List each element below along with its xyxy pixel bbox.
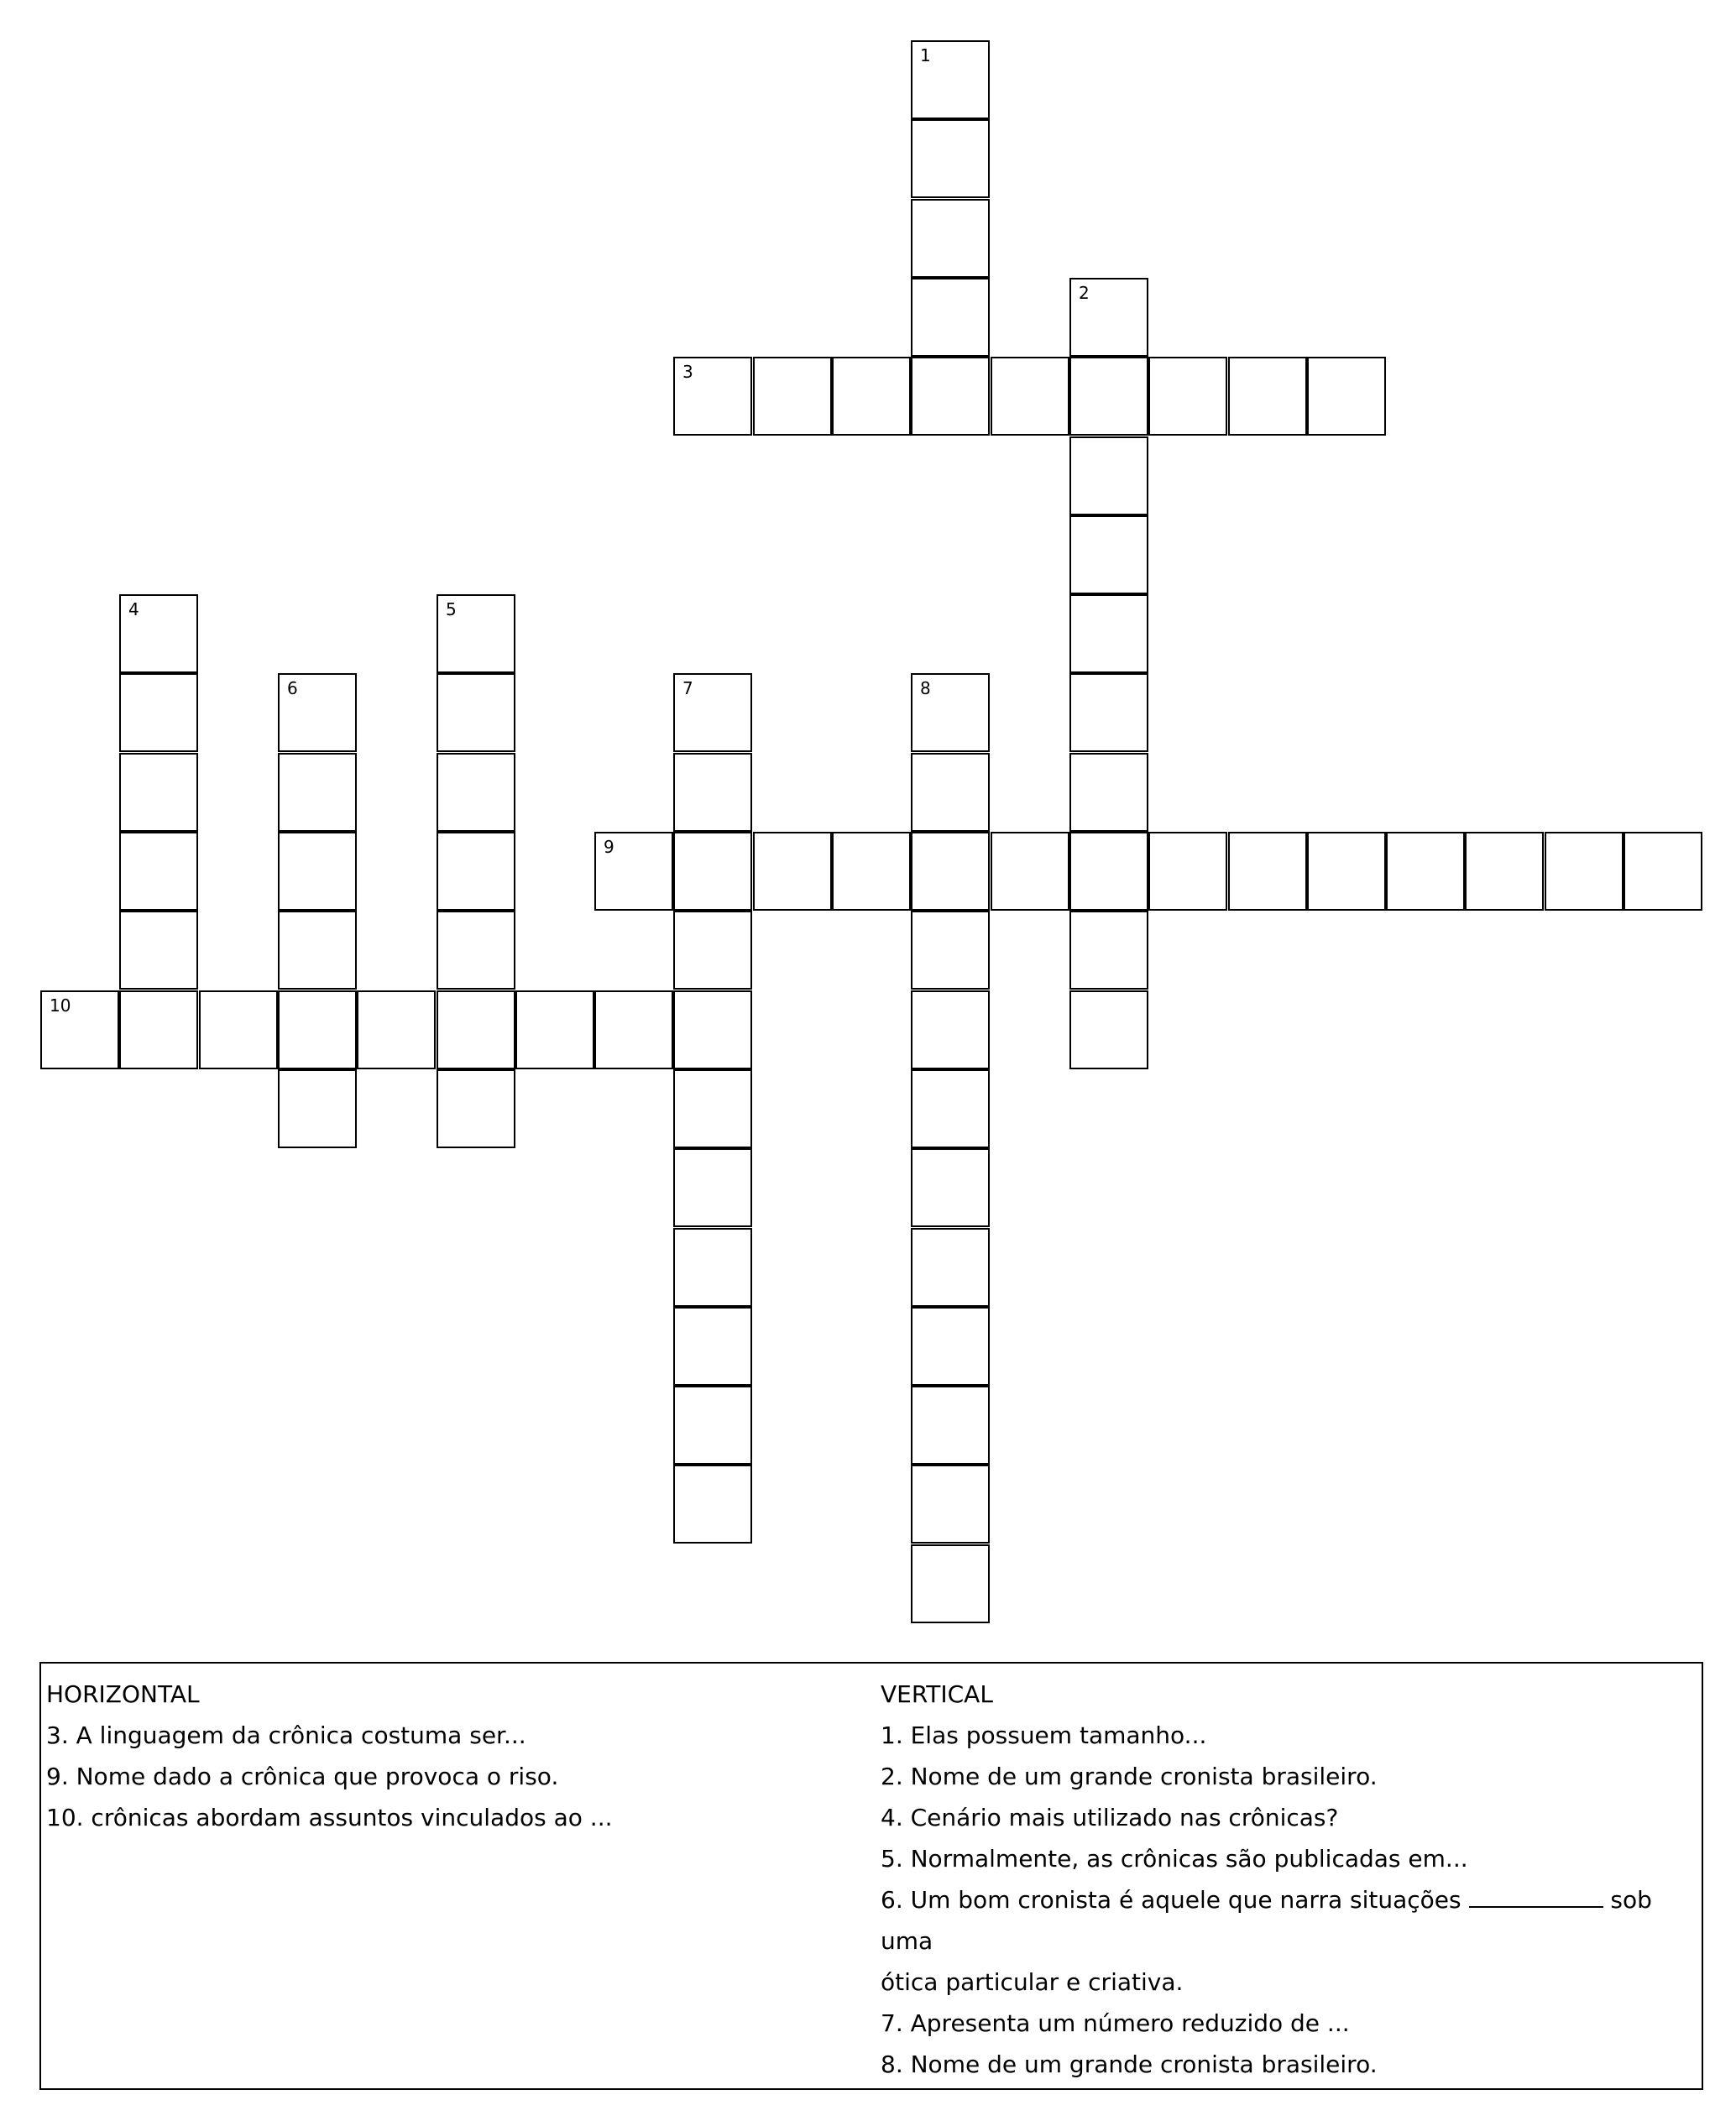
grid-cell[interactable] xyxy=(673,911,752,990)
clue-number: 1 xyxy=(920,45,931,65)
grid-cell[interactable] xyxy=(119,673,198,752)
clue-number: 5 xyxy=(446,599,457,619)
grid-cell[interactable] xyxy=(1069,673,1148,752)
grid-cell[interactable] xyxy=(1307,357,1386,436)
horizontal-clues xyxy=(46,1674,835,1838)
grid-cell[interactable] xyxy=(437,911,515,990)
grid-cell[interactable] xyxy=(673,1465,752,1544)
grid-cell[interactable] xyxy=(119,990,198,1069)
clue-v-5: 5. Normalmente, as crônicas são publicadas em... xyxy=(881,1845,1468,1873)
grid-cell[interactable] xyxy=(1545,832,1624,911)
grid-cell[interactable] xyxy=(1069,753,1148,832)
clue-v-6-middle: sob uma xyxy=(881,1886,1652,1955)
clue-v-6 xyxy=(881,1879,1695,1962)
grid-cell[interactable] xyxy=(1148,832,1227,911)
grid-cell[interactable] xyxy=(1307,832,1386,911)
grid-cell[interactable] xyxy=(278,753,357,832)
grid-cell[interactable] xyxy=(119,753,198,832)
clue-v-2: 2. Nome de um grande cronista brasileiro. xyxy=(881,1763,1378,1790)
grid-cell[interactable] xyxy=(911,1307,990,1386)
grid-cell[interactable] xyxy=(437,990,515,1069)
grid-cell[interactable] xyxy=(437,1069,515,1148)
grid-cell[interactable] xyxy=(911,1228,990,1307)
grid-cell[interactable] xyxy=(437,832,515,911)
grid-cell[interactable] xyxy=(673,1228,752,1307)
grid-cell[interactable] xyxy=(1069,515,1148,594)
grid-cell[interactable] xyxy=(673,1386,752,1465)
grid-cell[interactable] xyxy=(911,1069,990,1148)
grid-cell[interactable] xyxy=(1069,990,1148,1069)
grid-cell[interactable] xyxy=(673,357,752,436)
clue-number: 8 xyxy=(920,678,931,698)
clue-h-9: 9. Nome dado a crônica que provoca o riso. xyxy=(46,1763,559,1790)
grid-cell[interactable] xyxy=(437,673,515,752)
grid-cell[interactable] xyxy=(1148,357,1227,436)
answer-blank xyxy=(1469,1888,1603,1908)
grid-cell[interactable] xyxy=(1069,278,1148,357)
grid-cell[interactable] xyxy=(911,1544,990,1623)
grid-cell[interactable] xyxy=(911,1148,990,1227)
grid-cell[interactable] xyxy=(437,594,515,673)
grid-cell[interactable] xyxy=(673,990,752,1069)
grid-cell[interactable] xyxy=(673,1069,752,1148)
grid-cell[interactable] xyxy=(832,357,911,436)
clue-v-1: 1. Elas possuem tamanho... xyxy=(881,1721,1207,1749)
grid-cell[interactable] xyxy=(1386,832,1465,911)
grid-cell[interactable] xyxy=(1069,357,1148,436)
grid-cell[interactable] xyxy=(1228,832,1307,911)
vertical-title: VERTICAL xyxy=(881,1680,993,1708)
grid-cell[interactable] xyxy=(1069,832,1148,911)
clue-number: 7 xyxy=(682,678,693,698)
grid-cell[interactable] xyxy=(357,990,436,1069)
grid-cell[interactable] xyxy=(991,832,1069,911)
grid-cell[interactable] xyxy=(753,357,832,436)
clue-h-3: 3. A linguagem da crônica costuma ser... xyxy=(46,1721,526,1749)
clue-number: 10 xyxy=(50,995,71,1016)
grid-cell[interactable] xyxy=(1069,911,1148,990)
grid-cell[interactable] xyxy=(515,990,594,1069)
grid-cell[interactable] xyxy=(911,673,990,752)
grid-cell[interactable] xyxy=(119,594,198,673)
grid-cell[interactable] xyxy=(911,357,990,436)
grid-cell[interactable] xyxy=(911,119,990,198)
clue-number: 6 xyxy=(287,678,298,698)
grid-cell[interactable] xyxy=(911,832,990,911)
grid-cell[interactable] xyxy=(911,753,990,832)
vertical-clues xyxy=(881,1674,1695,2085)
clue-v-4: 4. Cenário mais utilizado nas crônicas? xyxy=(881,1804,1339,1831)
grid-cell[interactable] xyxy=(1069,436,1148,515)
horizontal-title: HORIZONTAL xyxy=(46,1680,200,1708)
clue-h-10: 10. crônicas abordam assuntos vinculados ao ... xyxy=(46,1804,613,1831)
clue-v-6-start: 6. Um bom cronista é aquele que narra situações xyxy=(881,1886,1461,1914)
grid-cell[interactable] xyxy=(278,832,357,911)
grid-cell[interactable] xyxy=(673,1148,752,1227)
clue-number: 2 xyxy=(1079,283,1090,303)
grid-cell[interactable] xyxy=(991,357,1069,436)
grid-cell[interactable] xyxy=(911,911,990,990)
grid-cell[interactable] xyxy=(673,1307,752,1386)
grid-cell[interactable] xyxy=(278,990,357,1069)
clue-number: 9 xyxy=(604,837,614,857)
clue-v-8: 8. Nome de um grande cronista brasileiro. xyxy=(881,2050,1378,2078)
grid-cell[interactable] xyxy=(278,673,357,752)
grid-cell[interactable] xyxy=(594,832,673,911)
grid-cell[interactable] xyxy=(911,278,990,357)
clue-v-7: 7. Apresenta um número reduzido de ... xyxy=(881,2009,1350,2037)
grid-cell[interactable] xyxy=(437,753,515,832)
grid-cell[interactable] xyxy=(673,673,752,752)
grid-cell[interactable] xyxy=(911,1386,990,1465)
grid-cell[interactable] xyxy=(278,1069,357,1148)
grid-cell[interactable] xyxy=(594,990,673,1069)
grid-cell[interactable] xyxy=(673,832,752,911)
grid-cell[interactable] xyxy=(1228,357,1307,436)
grid-cell[interactable] xyxy=(119,832,198,911)
grid-cell[interactable] xyxy=(911,990,990,1069)
grid-cell[interactable] xyxy=(832,832,911,911)
clue-number: 4 xyxy=(128,599,139,619)
grid-cell[interactable] xyxy=(911,199,990,278)
grid-cell[interactable] xyxy=(911,40,990,119)
grid-cell[interactable] xyxy=(199,990,278,1069)
grid-cell[interactable] xyxy=(673,753,752,832)
grid-cell[interactable] xyxy=(911,1465,990,1544)
grid-cell[interactable] xyxy=(278,911,357,990)
grid-cell[interactable] xyxy=(1069,594,1148,673)
clue-number: 3 xyxy=(682,362,693,382)
clues-box xyxy=(39,1662,1703,2090)
grid-cell[interactable] xyxy=(1465,832,1544,911)
grid-cell[interactable] xyxy=(753,832,832,911)
grid-cell[interactable] xyxy=(40,990,119,1069)
grid-cell[interactable] xyxy=(1624,832,1702,911)
clue-v-6-end: ótica particular e criativa. xyxy=(881,1968,1184,1996)
grid-cell[interactable] xyxy=(119,911,198,990)
